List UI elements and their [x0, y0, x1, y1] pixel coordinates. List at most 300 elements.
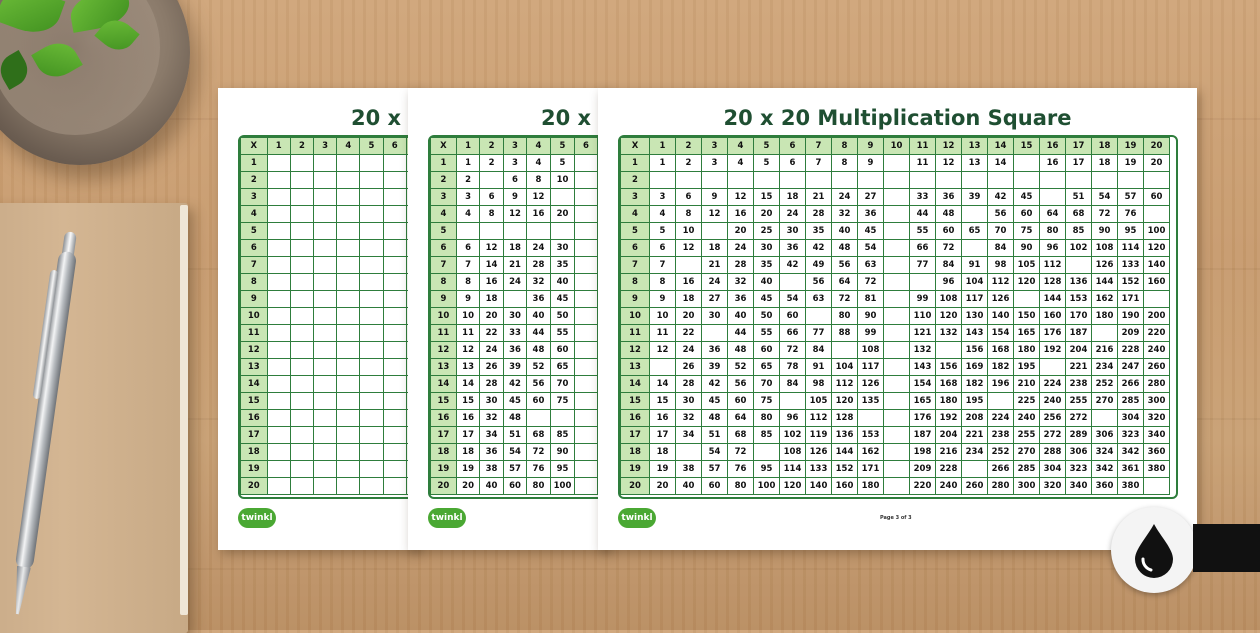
table-cell: [337, 342, 360, 359]
header-cell: 1: [621, 155, 650, 172]
header-cell: 14: [241, 376, 268, 393]
table-cell: 114: [1118, 240, 1144, 257]
table-cell: [503, 291, 526, 308]
table-cell: [360, 444, 383, 461]
table-cell: 225: [1014, 393, 1040, 410]
table-cell: 20: [676, 308, 702, 325]
table-cell: 42: [780, 257, 806, 274]
table-cell: 24: [480, 342, 503, 359]
table-cell: [290, 325, 313, 342]
table-cell: [575, 274, 597, 291]
table-cell: 120: [1144, 240, 1170, 257]
table-cell: 60: [754, 342, 780, 359]
table-cell: 72: [527, 444, 550, 461]
table-cell: [383, 478, 406, 495]
table-cell: 90: [550, 444, 575, 461]
table-cell: 14: [650, 376, 676, 393]
table-row: [621, 240, 1170, 257]
table-cell: 45: [702, 393, 728, 410]
table-cell: 187: [1066, 325, 1092, 342]
table-cell: [650, 172, 676, 189]
table-cell: 150: [1014, 308, 1040, 325]
table-cell: [575, 376, 597, 393]
table-cell: 68: [1066, 206, 1092, 223]
table-cell: 342: [1118, 444, 1144, 461]
table-cell: 8: [676, 206, 702, 223]
header-cell: 15: [241, 393, 268, 410]
table-cell: 3: [503, 155, 526, 172]
table-cell: 81: [858, 291, 884, 308]
table-cell: 380: [1144, 461, 1170, 478]
table-cell: 54: [702, 444, 728, 461]
table-cell: [575, 155, 597, 172]
table-cell: 14: [456, 376, 479, 393]
table-row: [431, 461, 620, 478]
table-cell: 2: [480, 155, 503, 172]
table-cell: 14: [480, 257, 503, 274]
table-cell: 49: [806, 257, 832, 274]
table-cell: 8: [527, 172, 550, 189]
table-cell: 15: [754, 189, 780, 206]
header-cell: 8: [832, 138, 858, 155]
table-cell: 84: [936, 257, 962, 274]
header-cell: 10: [884, 138, 910, 155]
table-cell: 3: [702, 155, 728, 172]
table-cell: [702, 325, 728, 342]
page-number: Page 3 of 3: [880, 515, 912, 521]
table-row: [241, 478, 430, 495]
table-cell: [290, 189, 313, 206]
header-cell: 10: [241, 308, 268, 325]
table-cell: [314, 478, 337, 495]
table-cell: 40: [527, 308, 550, 325]
table-cell: 120: [780, 478, 806, 495]
table-cell: 105: [1014, 257, 1040, 274]
table-cell: [290, 444, 313, 461]
table-cell: 21: [702, 257, 728, 274]
table-cell: 171: [1118, 291, 1144, 308]
table-cell: [360, 189, 383, 206]
table-cell: 156: [962, 342, 988, 359]
header-cell: 14: [988, 138, 1014, 155]
table-cell: 16: [527, 206, 550, 223]
table-cell: 102: [1066, 240, 1092, 257]
table-cell: 40: [728, 308, 754, 325]
table-cell: 95: [1118, 223, 1144, 240]
table-cell: 35: [550, 257, 575, 274]
table-cell: 30: [676, 393, 702, 410]
table-cell: 266: [988, 461, 1014, 478]
table-cell: 176: [910, 410, 936, 427]
table-row: [431, 206, 620, 223]
table-cell: 24: [676, 342, 702, 359]
table-cell: 285: [1118, 393, 1144, 410]
table-cell: 54: [780, 291, 806, 308]
table-cell: 72: [936, 240, 962, 257]
table-cell: 85: [1066, 223, 1092, 240]
table-cell: 190: [1118, 308, 1144, 325]
table-cell: [314, 223, 337, 240]
table-cell: 19: [650, 461, 676, 478]
table-cell: [884, 410, 910, 427]
table-cell: [267, 291, 290, 308]
table-cell: 32: [480, 410, 503, 427]
header-cell: 17: [241, 427, 268, 444]
table-cell: 6: [456, 240, 479, 257]
table-cell: [1144, 291, 1170, 308]
header-cell: 3: [241, 189, 268, 206]
header-cell: 17: [1066, 138, 1092, 155]
table-cell: 80: [728, 478, 754, 495]
header-cell: 17: [621, 427, 650, 444]
table-cell: [290, 291, 313, 308]
header-cell: 19: [621, 461, 650, 478]
table-cell: 42: [702, 376, 728, 393]
table-cell: 15: [650, 393, 676, 410]
header-cell: 3: [503, 138, 526, 155]
table-cell: 44: [728, 325, 754, 342]
table-cell: 30: [754, 240, 780, 257]
table-cell: 57: [702, 461, 728, 478]
table-cell: 209: [910, 461, 936, 478]
header-cell: 2: [241, 172, 268, 189]
table-cell: [1066, 257, 1092, 274]
table-row: [621, 155, 1170, 172]
table-cell: 99: [858, 325, 884, 342]
table-cell: [267, 342, 290, 359]
table-row: [241, 342, 430, 359]
table-cell: [314, 325, 337, 342]
notebook-pages-edge: [180, 205, 188, 615]
table-cell: 16: [1040, 155, 1066, 172]
table-cell: [337, 308, 360, 325]
table-row: [431, 274, 620, 291]
table-cell: [1092, 172, 1118, 189]
table-cell: 42: [988, 189, 1014, 206]
table-cell: [267, 461, 290, 478]
table-cell: 42: [806, 240, 832, 257]
table-cell: [936, 342, 962, 359]
header-cell: 11: [910, 138, 936, 155]
table-row: [621, 325, 1170, 342]
header-cell: 18: [621, 444, 650, 461]
table-cell: 8: [832, 155, 858, 172]
table-cell: 32: [728, 274, 754, 291]
table-cell: [290, 393, 313, 410]
header-cell: 18: [431, 444, 457, 461]
table-cell: [575, 444, 597, 461]
table-row: [621, 172, 1170, 189]
sheet-title: 20 x 20 Multiplication Square: [723, 106, 1072, 130]
header-cell: 9: [431, 291, 457, 308]
table-cell: [337, 427, 360, 444]
table-cell: [884, 155, 910, 172]
table-cell: 27: [858, 189, 884, 206]
header-cell: 13: [962, 138, 988, 155]
table-cell: [780, 393, 806, 410]
table-cell: 280: [988, 478, 1014, 495]
table-cell: 4: [728, 155, 754, 172]
table-cell: [832, 172, 858, 189]
table-cell: 98: [806, 376, 832, 393]
table-cell: 18: [780, 189, 806, 206]
table-cell: [337, 206, 360, 223]
table-row: [621, 478, 1170, 495]
worksheet-page-3: [598, 88, 1197, 550]
header-cell: 5: [754, 138, 780, 155]
table-cell: [267, 376, 290, 393]
table-row: [621, 189, 1170, 206]
table-cell: 99: [910, 291, 936, 308]
table-cell: 182: [988, 359, 1014, 376]
table-cell: 112: [1040, 257, 1066, 274]
table-cell: 19: [456, 461, 479, 478]
table-cell: 91: [962, 257, 988, 274]
table-cell: 16: [650, 410, 676, 427]
table-cell: 9: [456, 291, 479, 308]
table-cell: 12: [527, 189, 550, 206]
table-cell: 84: [988, 240, 1014, 257]
table-cell: 304: [1040, 461, 1066, 478]
table-cell: 51: [702, 427, 728, 444]
table-cell: 104: [962, 274, 988, 291]
table-cell: 55: [550, 325, 575, 342]
table-cell: [314, 444, 337, 461]
table-cell: 340: [1066, 478, 1092, 495]
table-cell: 126: [858, 376, 884, 393]
table-cell: [575, 359, 597, 376]
table-cell: 12: [702, 206, 728, 223]
table-cell: [314, 308, 337, 325]
header-cell: 18: [241, 444, 268, 461]
header-cell: 1: [456, 138, 479, 155]
table-cell: [360, 274, 383, 291]
table-cell: 78: [780, 359, 806, 376]
table-cell: 85: [754, 427, 780, 444]
table-cell: [527, 223, 550, 240]
table-cell: [314, 393, 337, 410]
header-cell: 5: [431, 223, 457, 240]
table-cell: [267, 325, 290, 342]
table-cell: [383, 223, 406, 240]
table-cell: [858, 172, 884, 189]
header-cell: 2: [480, 138, 503, 155]
table-cell: 192: [936, 410, 962, 427]
table-row: [621, 376, 1170, 393]
table-cell: 165: [1014, 325, 1040, 342]
table-cell: [360, 240, 383, 257]
table-cell: 40: [480, 478, 503, 495]
table-cell: 28: [480, 376, 503, 393]
multiplication-table: [430, 137, 620, 495]
table-cell: 300: [1014, 478, 1040, 495]
table-cell: 90: [858, 308, 884, 325]
table-cell: 192: [1040, 342, 1066, 359]
table-cell: 96: [936, 274, 962, 291]
header-cell: X: [621, 138, 650, 155]
table-cell: [337, 240, 360, 257]
table-cell: 100: [550, 478, 575, 495]
table-cell: 51: [503, 427, 526, 444]
table-cell: 195: [1014, 359, 1040, 376]
table-cell: 16: [456, 410, 479, 427]
table-cell: 108: [858, 342, 884, 359]
header-cell: 9: [621, 291, 650, 308]
table-cell: 270: [1014, 444, 1040, 461]
table-cell: [360, 461, 383, 478]
table-cell: 260: [1144, 359, 1170, 376]
table-cell: 84: [780, 376, 806, 393]
table-cell: [575, 325, 597, 342]
table-cell: [290, 342, 313, 359]
table-cell: 95: [754, 461, 780, 478]
table-row: [621, 342, 1170, 359]
sheet-title: 20 x: [541, 106, 592, 130]
table-cell: [884, 359, 910, 376]
table-cell: 65: [550, 359, 575, 376]
worksheet-page-2: [408, 88, 608, 550]
table-cell: 42: [503, 376, 526, 393]
table-cell: 100: [754, 478, 780, 495]
table-cell: [267, 410, 290, 427]
table-cell: 304: [1118, 410, 1144, 427]
table-cell: 60: [550, 342, 575, 359]
table-cell: 128: [1040, 274, 1066, 291]
table-cell: [383, 308, 406, 325]
header-cell: 2: [621, 172, 650, 189]
table-cell: [267, 240, 290, 257]
table-cell: 76: [527, 461, 550, 478]
table-cell: 140: [806, 478, 832, 495]
header-cell: X: [241, 138, 268, 155]
table-cell: 77: [910, 257, 936, 274]
table-cell: [337, 257, 360, 274]
header-cell: 6: [383, 138, 406, 155]
table-cell: 10: [550, 172, 575, 189]
table-cell: 34: [676, 427, 702, 444]
multiplication-grid: [238, 135, 432, 499]
table-cell: [383, 393, 406, 410]
table-cell: 6: [480, 189, 503, 206]
table-cell: 30: [503, 308, 526, 325]
table-cell: 60: [1144, 189, 1170, 206]
table-cell: 340: [1144, 427, 1170, 444]
table-cell: 9: [650, 291, 676, 308]
table-cell: [337, 274, 360, 291]
table-cell: 120: [832, 393, 858, 410]
multiplication-table: [240, 137, 430, 495]
table-cell: 187: [910, 427, 936, 444]
table-cell: [267, 444, 290, 461]
table-cell: 165: [910, 393, 936, 410]
table-cell: 255: [1014, 427, 1040, 444]
table-cell: 96: [780, 410, 806, 427]
table-cell: 66: [780, 325, 806, 342]
table-cell: 48: [702, 410, 728, 427]
table-cell: 25: [754, 223, 780, 240]
table-cell: [360, 376, 383, 393]
table-row: [621, 444, 1170, 461]
table-cell: [383, 257, 406, 274]
table-cell: [575, 291, 597, 308]
table-cell: 18: [1092, 155, 1118, 172]
table-cell: 34: [480, 427, 503, 444]
table-cell: [267, 274, 290, 291]
table-cell: 204: [1066, 342, 1092, 359]
table-cell: 76: [1118, 206, 1144, 223]
table-cell: [383, 325, 406, 342]
header-cell: 1: [650, 138, 676, 155]
table-row: [241, 172, 430, 189]
table-cell: [988, 172, 1014, 189]
table-cell: 60: [728, 393, 754, 410]
table-cell: [575, 189, 597, 206]
header-cell: 17: [431, 427, 457, 444]
table-cell: 140: [988, 308, 1014, 325]
table-cell: 9: [503, 189, 526, 206]
table-cell: [962, 172, 988, 189]
table-cell: 255: [1066, 393, 1092, 410]
table-row: [431, 342, 620, 359]
table-cell: [314, 410, 337, 427]
table-cell: 114: [780, 461, 806, 478]
table-cell: [1092, 325, 1118, 342]
header-cell: 20: [621, 478, 650, 495]
table-cell: [884, 274, 910, 291]
worksheet-page-1: [218, 88, 418, 550]
table-cell: 2: [676, 155, 702, 172]
table-cell: [360, 478, 383, 495]
table-cell: 17: [456, 427, 479, 444]
table-cell: 17: [650, 427, 676, 444]
table-cell: [383, 206, 406, 223]
table-cell: 77: [806, 325, 832, 342]
table-cell: 156: [936, 359, 962, 376]
header-cell: 6: [431, 240, 457, 257]
table-cell: [383, 172, 406, 189]
header-cell: 4: [728, 138, 754, 155]
table-cell: [337, 189, 360, 206]
table-cell: [1014, 172, 1040, 189]
black-banner: [1193, 524, 1260, 572]
table-row: [431, 444, 620, 461]
table-cell: 36: [503, 342, 526, 359]
table-cell: 195: [962, 393, 988, 410]
table-row: [241, 444, 430, 461]
table-cell: 240: [1144, 342, 1170, 359]
table-cell: 32: [676, 410, 702, 427]
header-cell: 8: [621, 274, 650, 291]
twinkl-logo: twinkl: [428, 508, 466, 528]
table-cell: 160: [1040, 308, 1066, 325]
table-cell: 221: [962, 427, 988, 444]
table-cell: 208: [962, 410, 988, 427]
table-cell: [314, 461, 337, 478]
table-cell: 19: [1118, 155, 1144, 172]
table-cell: [456, 223, 479, 240]
table-cell: [337, 325, 360, 342]
table-cell: 9: [858, 155, 884, 172]
table-cell: 21: [503, 257, 526, 274]
table-cell: [360, 359, 383, 376]
table-cell: 6: [676, 189, 702, 206]
table-cell: 72: [728, 444, 754, 461]
table-cell: 28: [676, 376, 702, 393]
table-cell: 220: [1144, 325, 1170, 342]
table-cell: 45: [858, 223, 884, 240]
table-cell: 40: [832, 223, 858, 240]
table-cell: 70: [988, 223, 1014, 240]
